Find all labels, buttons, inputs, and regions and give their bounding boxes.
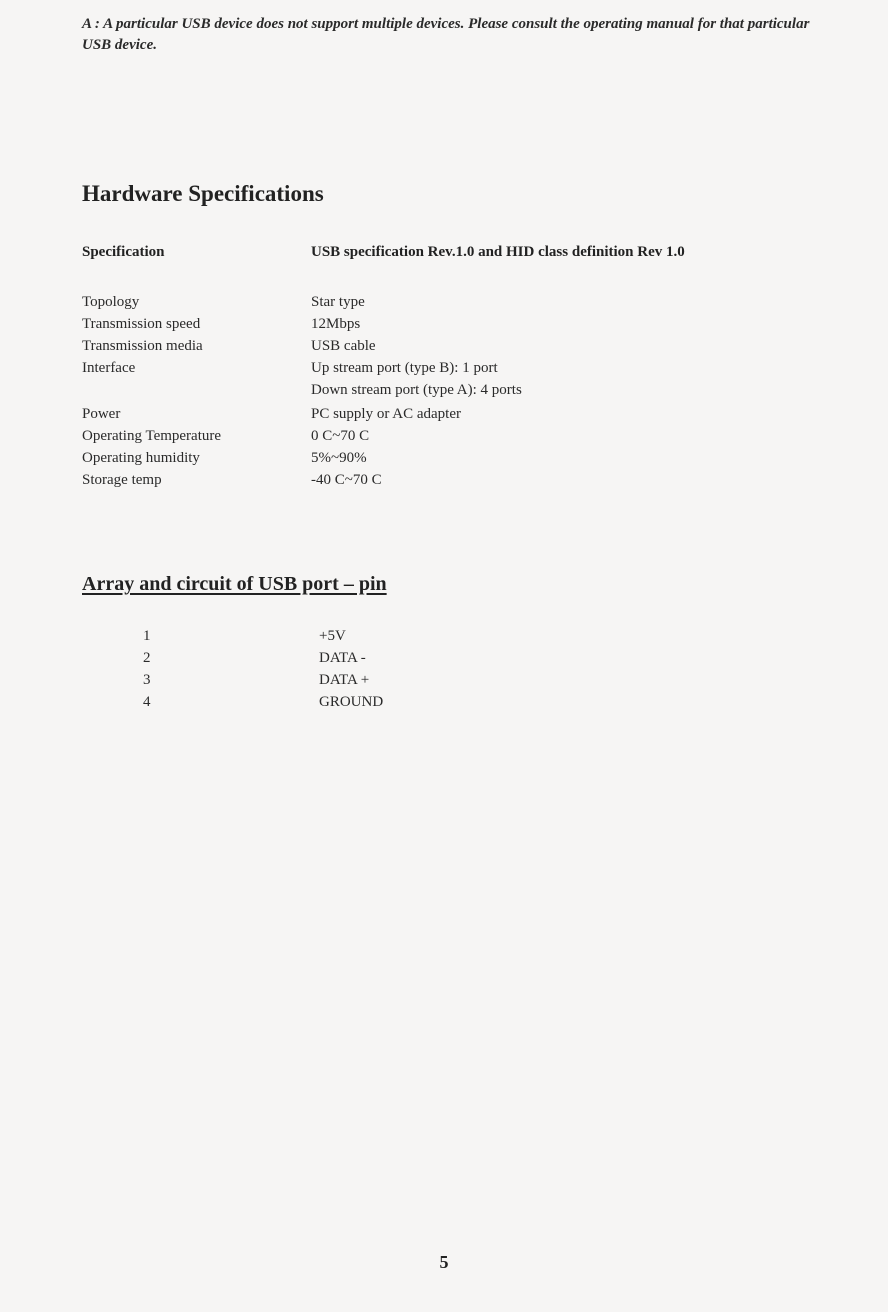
pin-signal: GROUND [319,694,384,710]
page-number: 5 [439,1252,449,1272]
pin-row [143,625,383,647]
spec-value: PC supply or AC adapter [311,406,461,422]
spec-value: 0 C~70 C [311,428,370,444]
spec-key: Power [82,406,121,422]
spec-row-transmission-media [82,335,522,357]
spec-row-transmission-speed [82,313,522,335]
pin-number: 4 [143,694,151,710]
spec-key: Transmission media [82,338,203,354]
spec-row-interface-continued [82,379,522,401]
spec-row-operating-temperature [82,425,522,447]
spec-row-storage-temp [82,469,522,491]
pin-number: 1 [143,628,151,644]
pin-row [143,691,383,713]
spec-key: Topology [82,294,140,310]
pin-table [143,625,383,713]
spec-key: Operating Temperature [82,428,222,444]
answer-note: A : A particular USB device does not support multiple devices. Please consult the operating manual for that particular USB device. [82,16,810,53]
pin-row [143,669,383,691]
spec-row-interface [82,357,522,379]
pin-signal: DATA + [319,672,370,688]
spec-key: Interface [82,360,136,376]
spec-row-topology [82,291,522,313]
spec-value: Up stream port (type B): 1 port [311,360,498,376]
pin-signal: DATA - [319,650,366,666]
spec-key [82,379,311,401]
pin-number: 3 [143,672,151,688]
spec-key: Transmission speed [82,316,201,332]
spec-table [82,291,522,491]
specification-value: USB specification Rev.1.0 and HID class definition Rev 1.0 [311,244,685,260]
spec-value: 5%~90% [311,450,367,466]
spec-value: 12Mbps [311,316,361,332]
spec-value: Star type [311,294,365,310]
spec-value: Down stream port (type A): 4 ports [311,382,522,398]
usb-pin-array-heading: Array and circuit of USB port – pin [82,573,387,595]
spec-key: Operating humidity [82,450,200,466]
hardware-specifications-heading: Hardware Specifications [82,181,324,206]
spec-key: Storage temp [82,472,162,488]
specification-label: Specification [82,244,165,260]
spec-row-operating-humidity [82,447,522,469]
pin-row [143,647,383,669]
pin-number: 2 [143,650,151,666]
spec-row-power [82,403,522,425]
pin-signal: +5V [319,628,346,644]
spec-value: USB cable [311,338,376,354]
spec-value: -40 C~70 C [311,472,382,488]
